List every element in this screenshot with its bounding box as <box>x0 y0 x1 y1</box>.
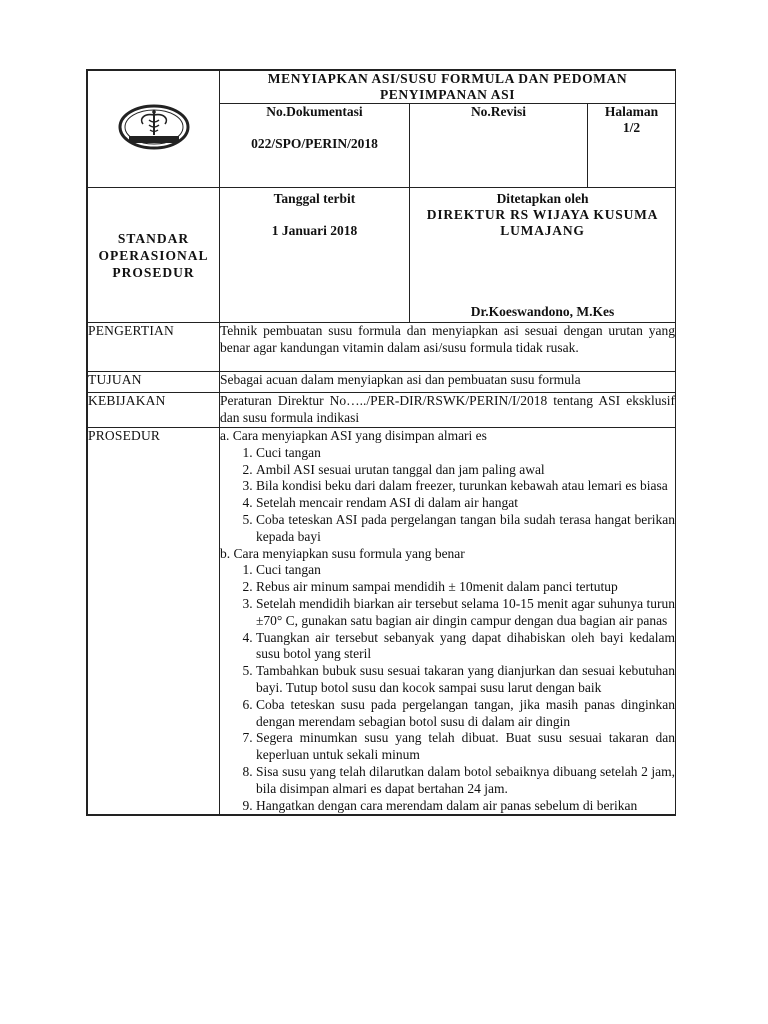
list-item: 8. Sisa susu yang telah dilarutkan dalam botol sebaiknya dibuang setelah 2 jam, bila disimpan almari es dapat bertahan 24 jam. <box>256 764 675 798</box>
list-item: 4. Tuangkan air tersebut sebanyak yang dapat dihabiskan oleh bayi kedalam susu botol yang steril <box>256 630 675 664</box>
issue-date-value: 1 Januari 2018 <box>271 223 358 238</box>
procedure-label: PROSEDUR <box>88 428 220 815</box>
procedure-row <box>88 428 676 815</box>
list-item: 6. Coba teteskan susu pada pergelangan tangan, jika masih panas dinginkan dengan merendam sebagian botol susu di dalam air dingin <box>256 697 675 731</box>
definition-row <box>88 323 676 372</box>
procedure-a-list <box>220 445 675 546</box>
policy-label: KEBIJAKAN <box>88 393 220 428</box>
list-item: 2. Ambil ASI sesuai urutan tanggal dan jam paling awal <box>256 462 675 479</box>
doc-number-value: 022/SPO/PERIN/2018 <box>251 136 378 151</box>
doc-number-cell <box>220 104 410 188</box>
purpose-row <box>88 372 676 393</box>
definition-text: Tehnik pembuatan susu formula dan menyiapkan asi sesuai dengan urutan yang benar agar kandungan vitamin dalam asi/susu formula tidak rusak. <box>220 323 676 372</box>
list-item: 3. Setelah mendidih biarkan air tersebut selama 10-15 menit agar suhunya turun ±70° C, gunakan satu bagian air dingin campur dengan dua bagian air panas <box>256 596 675 630</box>
logo-cell <box>88 71 220 188</box>
approval-cell <box>410 188 676 323</box>
list-item: 9. Hangatkan dengan cara merendam dalam air panas sebelum di berikan <box>256 798 675 815</box>
purpose-label: TUJUAN <box>88 372 220 393</box>
list-item: 4. Setelah mencair rendam ASI di dalam air hangat <box>256 495 675 512</box>
issue-date-cell <box>220 188 410 323</box>
list-item: 5. Coba teteskan ASI pada pergelangan tangan bila sudah terasa hangat berikan kepada bayi <box>256 512 675 546</box>
director-title: DIREKTUR RS WIJAYA KUSUMA LUMAJANG <box>426 207 659 238</box>
hospital-logo-icon <box>117 103 191 151</box>
page-label: Halaman <box>604 104 659 119</box>
definition-label: PENGERTIAN <box>88 323 220 372</box>
title-row <box>88 71 676 104</box>
sop-label: STANDAR OPERASIONAL PROSEDUR <box>88 188 220 323</box>
page-value: 1/2 <box>622 120 641 135</box>
page-cell <box>588 104 676 188</box>
revision-cell <box>410 104 588 188</box>
procedure-content <box>220 428 676 815</box>
procedure-b-list <box>220 562 675 814</box>
sop-table <box>87 70 676 815</box>
list-item: 5. Tambahkan bubuk susu sesuai takaran yang dianjurkan dan sesuai kebutuhan bayi. Tutup botol susu dan kocok sampai susu larut dengan baik <box>256 663 675 697</box>
approval-label: Ditetapkan oleh <box>496 191 589 206</box>
issue-date-label: Tanggal terbit <box>273 191 356 206</box>
policy-row <box>88 393 676 428</box>
revision-label: No.Revisi <box>470 104 527 119</box>
policy-text: Peraturan Direktur No…../PER-DIR/RSWK/PERIN/I/2018 tentang ASI eksklusif dan susu formula indikasi <box>220 393 676 428</box>
list-item: 2. Rebus air minum sampai mendidih ± 10menit dalam panci tertutup <box>256 579 675 596</box>
procedure-a-title: a. Cara menyiapkan ASI yang disimpan almari es <box>220 428 487 443</box>
purpose-text: Sebagai acuan dalam menyiapkan asi dan pembuatan susu formula <box>220 372 676 393</box>
procedure-b-title: b. Cara menyiapkan susu formula yang benar <box>220 545 465 561</box>
issue-row <box>88 188 676 323</box>
list-item: 7. Segera minumkan susu yang telah dibuat. Buat susu sesuai takaran dan keperluan untuk sekali minum <box>256 730 675 764</box>
sop-document <box>86 69 676 816</box>
document-title: MENYIAPKAN ASI/SUSU FORMULA DAN PEDOMAN PENYIMPANAN ASI <box>220 71 676 104</box>
doc-number-label: No.Dokumentasi <box>266 104 363 119</box>
list-item: 3. Bila kondisi beku dari dalam freezer, turunkan kebawah atau lemari es biasa <box>256 478 675 495</box>
list-item: 1. Cuci tangan <box>256 445 675 462</box>
signatory-name: Dr.Koeswandono, M.Kes <box>470 304 615 319</box>
list-item: 1. Cuci tangan <box>256 562 675 579</box>
